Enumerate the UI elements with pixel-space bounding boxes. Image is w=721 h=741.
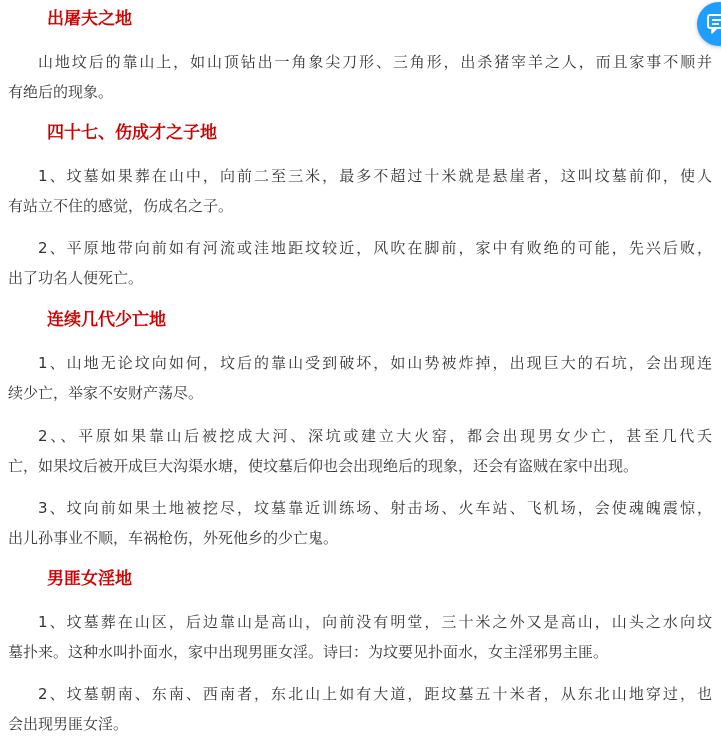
paragraph-line: 2、平原地带向前如有河流或洼地距坟较近，风吹在脚前，家中有败绝的可能，先兴后败，: [38, 239, 712, 257]
paragraph: [8, 607, 712, 667]
paragraph: [8, 679, 712, 739]
paragraph-line: 山地坟后的靠山上，如山顶钻出一角象尖刀形、三角形，出杀猪宰羊之人，而且家事不顺并: [38, 53, 712, 71]
paragraph: [8, 161, 712, 221]
paragraph-line: 会出现男匪女淫。: [8, 715, 129, 733]
paragraph-line: 有站立不住的感觉，伤成名之子。: [8, 197, 234, 215]
section-heading-male-bandit: 男匪女淫地: [47, 569, 132, 589]
paragraph-line: 墓扑来。这种水叫扑面水，家中出现男匪女淫。诗曰：为坟要见扑面水，女主淫邪男主匪。: [8, 643, 609, 661]
paragraph-line: 有绝后的现象。: [8, 83, 114, 101]
paragraph-line: 2、、平原如果靠山后被挖成大河、深坑或建立大火窑，都会出现男女少亡，甚至几代夭: [38, 427, 712, 445]
section-heading-consecutive: 连续几代少亡地: [47, 310, 166, 330]
paragraph: [8, 493, 712, 553]
paragraph: [8, 348, 712, 408]
paragraph: [8, 233, 712, 293]
paragraph-line: 1、山地无论坟向如何，坟后的靠山受到破坏，如山势被炸掉，出现巨大的石坑，会出现连: [38, 354, 712, 372]
chat-icon: [707, 14, 721, 34]
paragraph-line: 出了功名人便死亡。: [8, 269, 144, 287]
paragraph: [8, 421, 712, 481]
paragraph-line: 1、坟墓葬在山区，后边靠山是高山，向前没有明堂，三十米之外又是高山，山头之水向坟: [38, 613, 712, 631]
paragraph-line: 出儿孙事业不顺，车祸枪伤，外死他乡的少亡鬼。: [8, 529, 339, 547]
section-heading-47: 四十七、伤成才之子地: [47, 123, 217, 143]
section-heading-butcher: 出屠夫之地: [47, 9, 132, 29]
paragraph-line: 亡，如果坟后被开成巨大沟渠水塘，使坟墓后仰也会出现绝后的现象，还会有盗贼在家中出现。: [8, 457, 639, 475]
paragraph-line: 2、坟墓朝南、东南、西南者，东北山上如有大道，距坟墓五十米者，从东北山地穿过，也: [38, 685, 712, 703]
paragraph-line: 1、坟墓如果葬在山中，向前二至三米，最多不超过十米就是悬崖者，这叫坟墓前仰，使人: [38, 167, 712, 185]
paragraph-line: 3、坟向前如果土地被挖尽，坟墓靠近训练场、射击场、火车站、飞机场，会使魂魄震惊，: [38, 499, 712, 517]
paragraph-line: 续少亡，举家不安财产荡尽。: [8, 384, 204, 402]
paragraph: [8, 47, 712, 107]
